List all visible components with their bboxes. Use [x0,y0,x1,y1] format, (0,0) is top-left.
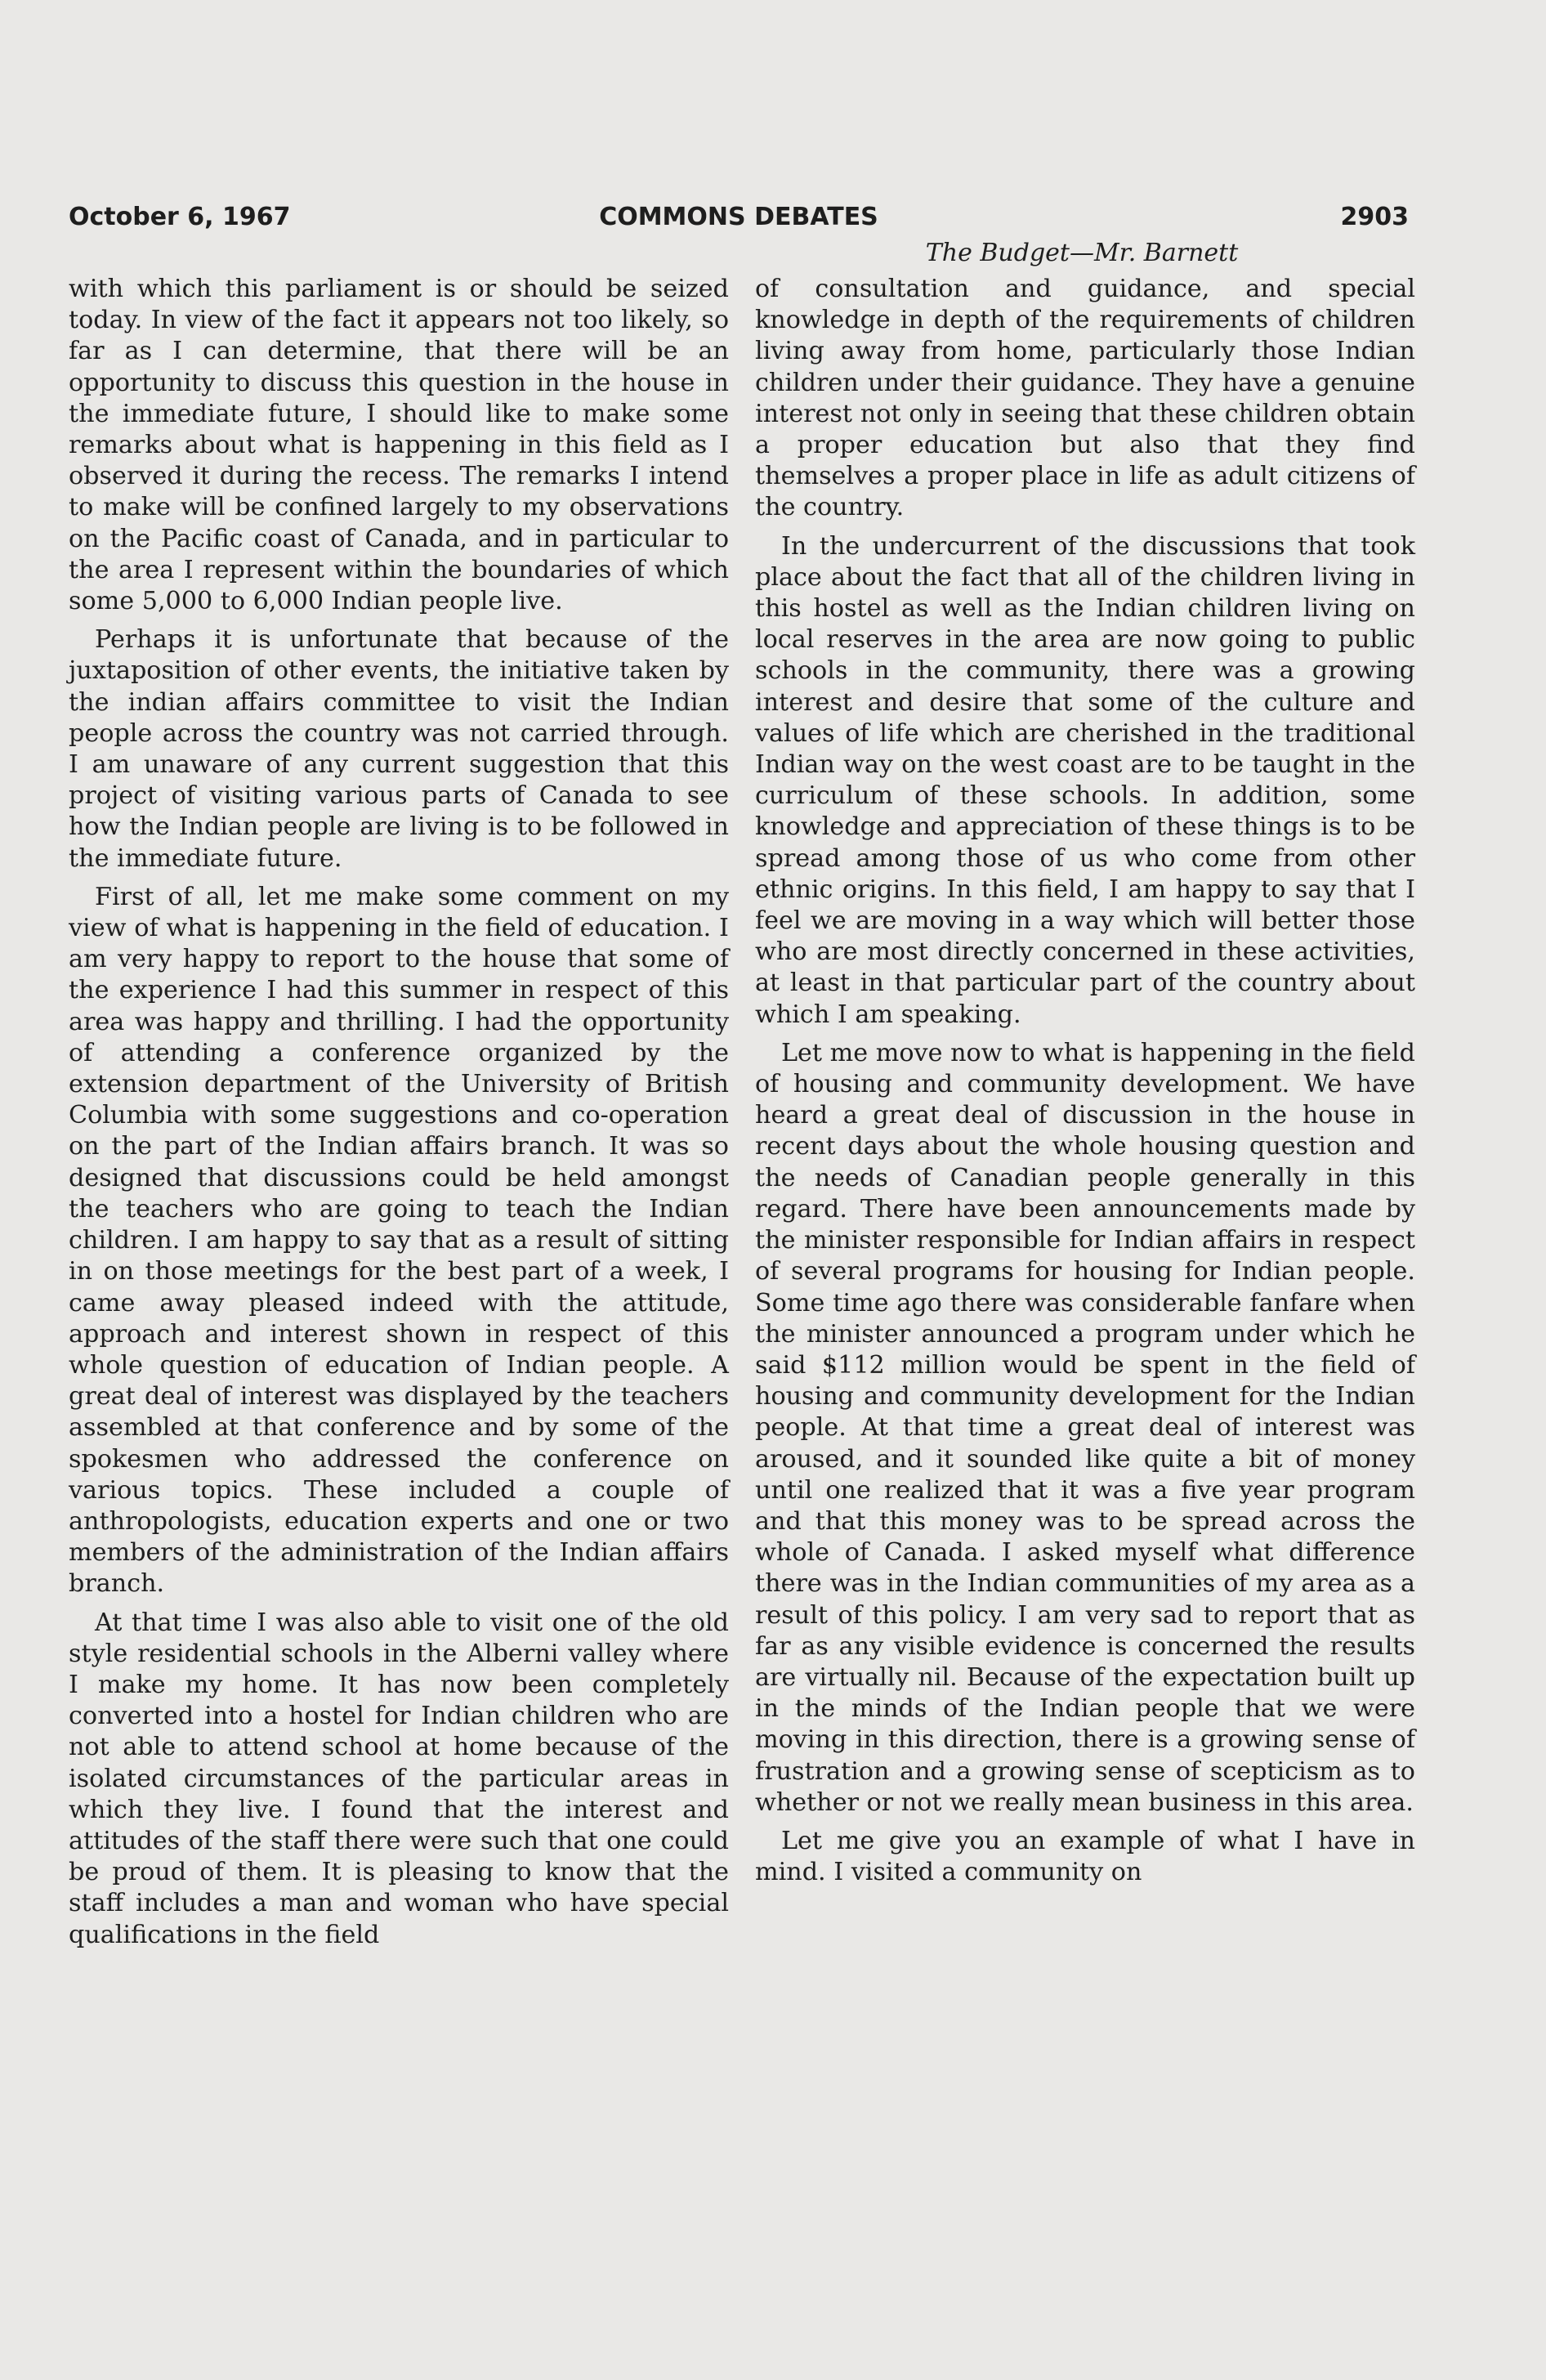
right-column [755,274,1415,1895]
paragraph: In the undercurrent of the discussions that took place about the fact that all of the children living in this hostel as well as the Indian children living on local reserves in the area are now going to public schools in the community, there was a growing interest and desire that some of the culture and values of life which are cherished in the traditional Indian way on the west coast are to be taught in the curriculum of these schools. In addition, some knowledge and appreciation of these things is to be spread among those of us who come from other ethnic origins. In this field, I am happy to say that I feel we are moving in a way which will better those who are most directly concerned in these activities, at least in that particular part of the country about which I am speaking. [755,531,1415,1029]
paragraph: Let me give you an example of what I have in mind. I visited a community on [755,1826,1415,1887]
paragraph: Let me move now to what is happening in the field of housing and community development. We have heard a great deal of discussion in the house in recent days about the whole housing question and the needs of Canadian people generally in this regard. There have been announcements made by the minister responsible for Indian affairs in respect of several programs for housing for Indian people. Some time ago there was considerable fanfare when the minister announced a program under which he said $112 million would be spent in the field of housing and community development for the Indian people. At that time a great deal of interest was aroused, and it sounded like quite a bit of money until one realized that it was a five year program and that this money was to be spread across the whole of Canada. I asked myself what difference there was in the Indian communities of my area as a result of this policy. I am very sad to report that as far as any visible evidence is concerned the results are virtually nil. Because of the expectation built up in the minds of the Indian people that we were moving in this direction, there is a growing sense of frustration and a growing sense of scepticism as to whether or not we really mean business in this area. [755,1038,1415,1817]
paragraph: of consultation and guidance, and special knowledge in depth of the requirements of children living away from home, particularly those Indian children under their guidance. They have a genuine interest not only in seeing that these children obtain a proper education but also that they find themselves a proper place in life as adult citizens of the country. [755,275,1415,522]
paragraph: Perhaps it is unfortunate that because of the juxtaposition of other events, the initiative taken by the indian affairs committee to visit the Indian people across the country was not carried through. I am unaware of any current suggestion that this project of visiting various parts of Canada to see how the Indian people are living is to be followed in the immediate future. [69,625,729,873]
page-number: 2903 [1340,203,1409,231]
page-header [69,203,1409,235]
left-column [69,274,729,1958]
paragraph: First of all, let me make some comment on my view of what is happening in the field of education. I am very happy to report to the house that some of the experience I had this summer in respect of this area was happy and thrilling. I had the opportunity of attending a conference organized by the extension department of the University of British Columbia with some suggestions and co-operation on the part of the Indian affairs branch. It was so designed that discussions could be held amongst the teachers who are going to teach the Indian children. I am happy to say that as a result of sitting in on those meetings for the best part of a week, I came away pleased indeed with the attitude, approach and interest shown in respect of this whole question of education of Indian people. A great deal of interest was displayed by the teachers assembled at that conference and by some of the spokesmen who addressed the conference on various topics. These included a couple of anthropologists, education experts and one or two members of the administration of the Indian affairs branch. [69,882,729,1599]
header-publication: COMMONS DEBATES [599,203,878,231]
paragraph: At that time I was also able to visit one of the old style residential schools in the Alberni valley where I make my home. It has now been completely converted into a hostel for Indian children who are not able to attend school at home because of the isolated circumstances of the particular areas in which they live. I found that the interest and attitudes of the staff there were such that one could be proud of them. It is pleasing to know that the staff includes a man and woman who have special qualifications in the field [69,1608,729,1949]
header-date: October 6, 1967 [69,203,291,231]
paragraph: with which this parliament is or should be seized today. In view of the fact it appears not too likely, so far as I can determine, that there will be an opportunity to discuss this question in the house in the immediate future, I should like to make some remarks about what is happening in this field as I observed it during the recess. The remarks I intend to make will be confined largely to my observations on the Pacific coast of Canada, and in particular to the area I represent within the boundaries of which some 5,000 to 6,000 Indian people live. [69,275,729,616]
running-title: The Budget—Mr. Barnett [925,239,1239,267]
